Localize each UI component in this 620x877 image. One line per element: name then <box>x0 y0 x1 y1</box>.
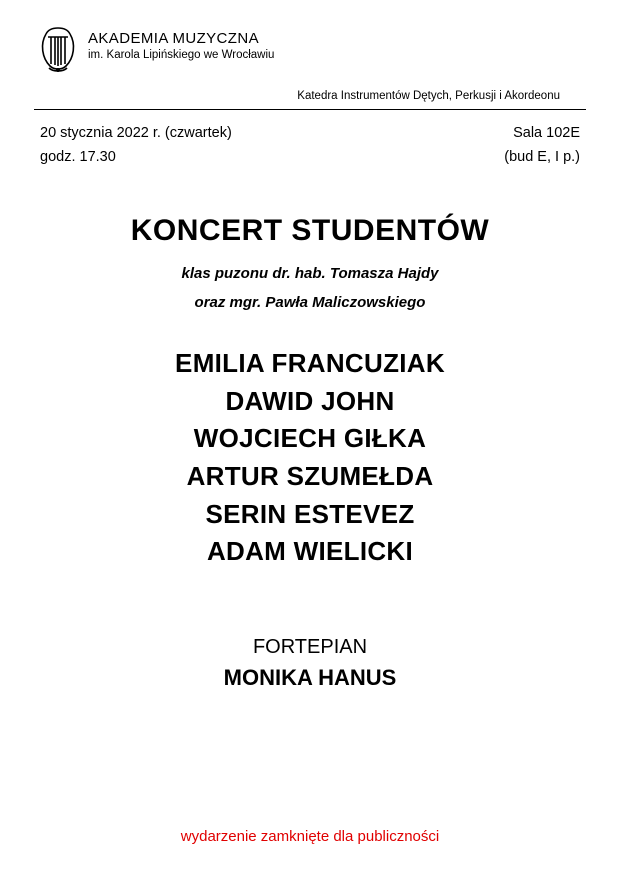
academy-identity <box>88 22 274 63</box>
list-item: EMILIA FRANCUZIAK <box>175 347 445 378</box>
poster-body <box>34 214 586 694</box>
list-item: ADAM WIELICKI <box>206 536 414 567</box>
info-row-date <box>40 122 580 146</box>
list-item: WOJCIECH GIŁKA <box>193 423 427 454</box>
lyre-icon <box>38 24 78 72</box>
event-building: (bud E, I p.) <box>504 148 580 165</box>
accompanist-name: MONIKA HANUS <box>223 664 397 690</box>
concert-subtitle-line-1: klas puzonu dr. hab. Tomasza Hajdy <box>181 264 439 282</box>
event-info <box>34 122 586 170</box>
list-item: SERIN ESTEVEZ <box>205 498 415 529</box>
info-row-time <box>40 146 580 170</box>
header-divider <box>34 109 586 110</box>
academy-name: AKADEMIA MUZYCZNA <box>88 30 259 47</box>
list-item: ARTUR SZUMEŁDA <box>186 460 434 491</box>
academy-subtitle: im. Karola Lipińskiego we Wrocławiu <box>88 49 275 62</box>
page-header <box>34 0 586 72</box>
accompanist-block <box>34 633 586 694</box>
footer-note: wydarzenie zamknięte dla publiczności <box>180 828 440 845</box>
list-item: DAWID JOHN <box>225 385 395 416</box>
department-line: Katedra Instrumentów Dętych, Perkusji i Akordeonu <box>297 90 560 102</box>
accompanist-role: FORTEPIAN <box>252 635 368 658</box>
performer-list <box>34 345 586 571</box>
page-title: KONCERT STUDENTÓW <box>130 213 490 247</box>
event-date: 20 stycznia 2022 r. (czwartek) <box>40 125 232 141</box>
concert-subtitle-line-2: oraz mgr. Pawła Maliczowskiego <box>194 293 426 311</box>
event-time: godz. 17.30 <box>40 148 116 165</box>
event-room: Sala 102E <box>513 125 580 141</box>
